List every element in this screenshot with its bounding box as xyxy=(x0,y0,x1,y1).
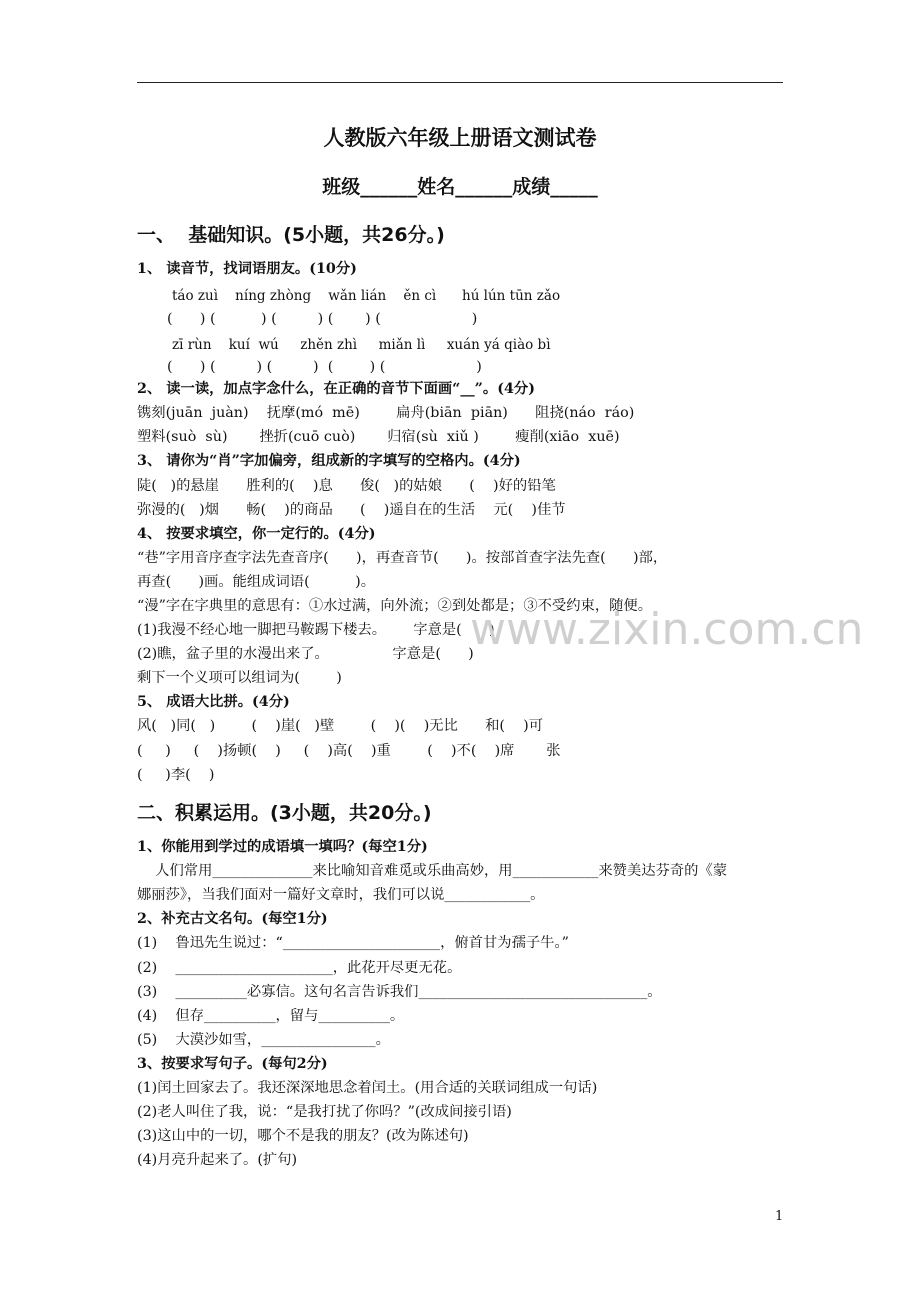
q5-label: 5、 成语大比拼。(4分) xyxy=(137,694,290,710)
q3-row-2: 弥漫的( )烟 畅( )的商品 ( )遥自在的生活 元( )佳节 xyxy=(137,502,566,518)
s2-q1-line-1: 人们常用______________来比喻知音难觅或乐曲高妙，用____________来赞美达芬奇的《蒙 xyxy=(137,863,728,879)
q1-blanks-row-1: ( ) ( ) ( ) ( ) ( ) xyxy=(167,311,478,327)
s2-q2-line-4: (4) 但存__________，留与__________。 xyxy=(137,1008,405,1024)
s2-q2-line-3: (3) __________必寡信。这句名言告诉我们________________________________。 xyxy=(137,984,662,1000)
q1-pinyin-row-2: zī rùn kuí wú zhěn zhì miǎn lì xuán yá qiào bì xyxy=(172,337,551,353)
q4-line-4: (1)我漫不经心地一脚把马鞍踢下楼去。 字意是( ) xyxy=(137,622,495,638)
q3-row-1: 陡( )的悬崖 胜利的( )息 俊( )的姑娘 ( )好的铅笔 xyxy=(137,478,556,494)
q5-row-3: ( )李( ) xyxy=(137,767,215,783)
q3-label: 3、 请你为“肖”字加偏旁，组成新的字填写的空格内。(4分) xyxy=(137,453,521,469)
s2-q1-line-2: 娜丽莎》，当我们面对一篇好文章时，我们可以说____________。 xyxy=(137,887,545,903)
q1-pinyin-row-1: táo zuì níng zhòng wǎn lián ěn cì hú lún tūn zǎo xyxy=(172,288,561,304)
q5-row-1: 风( )同( ) ( )崖( )壁 ( )( )无比 和( )可 xyxy=(137,718,544,734)
q5-row-2: ( ) ( )扬顿( ) ( )高( )重 ( )不( )席 张 xyxy=(137,743,561,759)
q4-line-6: 剩下一个义项可以组词为( ) xyxy=(137,670,342,686)
s2-q3-line-2: (2)老人叫住了我，说：“是我打扰了你吗？”(改成间接引语) xyxy=(137,1104,512,1120)
s2-q1-label: 1、你能用到学过的成语填一填吗？(每空1分) xyxy=(137,839,428,855)
page-number: 1 xyxy=(775,1209,784,1224)
q4-line-1: “巷”字用音序查字法先查音序( )，再查音节( )。按部首查字法先查( )部， xyxy=(137,550,668,566)
q2-row-2: 塑料(suò sù) 挫折(cuō cuò) 归宿(sù xiǔ ) 瘦削(xiāo xuē) xyxy=(137,429,620,445)
q4-line-3: “漫”字在字典里的意思有：①水过满，向外流；②到处都是；③不受约束，随便。 xyxy=(137,598,653,614)
student-info-line: 班级______姓名______成绩_____ xyxy=(322,176,598,198)
s2-q3-line-4: (4)月亮升起来了。(扩句) xyxy=(137,1152,298,1168)
q2-label: 2、 读一读，加点字念什么，在正确的音节下面画“__”。(4分) xyxy=(137,381,535,397)
q4-line-2: 再查( )画。能组成词语( )。 xyxy=(137,574,375,590)
watermark: www.zixin.com.cn xyxy=(470,604,864,655)
s2-q3-label: 3、按要求写句子。(每句2分) xyxy=(137,1056,328,1072)
s2-q3-line-3: (3)这山中的一切，哪个不是我的朋友？(改为陈述句) xyxy=(137,1128,469,1144)
header-rule xyxy=(137,82,783,83)
s2-q2-line-2: (2) ______________________，此花开尽更无花。 xyxy=(137,960,462,976)
q4-label: 4、 按要求填空，你一定行的。(4分) xyxy=(137,526,376,542)
q4-line-5: (2)瞧，盆子里的水漫出来了。 字意是( ) xyxy=(137,646,474,662)
q2-row-1: 镌刻(juān juàn) 抚摩(mó mē) 扁舟(biān piān) 阻挠(náo ráo) xyxy=(137,405,635,421)
q1-label: 1、 读音节，找词语朋友。(10分) xyxy=(137,261,357,277)
s2-q2-line-1: (1) 鲁迅先生说过：“______________________，俯首甘为孺子牛。” xyxy=(137,935,569,951)
page-title: 人教版六年级上册语文测试卷 xyxy=(323,126,597,150)
section-1-heading: 一、 基础知识。(5小题，共26分。) xyxy=(137,224,445,246)
s2-q2-line-5: (5) 大漠沙如雪，________________。 xyxy=(137,1032,390,1048)
section-2-heading: 二、积累运用。(3小题，共20分。) xyxy=(137,802,432,824)
s2-q2-label: 2、补充古文名句。(每空1分) xyxy=(137,911,328,927)
s2-q3-line-1: (1)闰土回家去了。我还深深地思念着闰土。(用合适的关联词组成一句话) xyxy=(137,1080,598,1096)
q1-blanks-row-2: ( ) ( ) ( ) ( ) ( ) xyxy=(167,359,482,375)
